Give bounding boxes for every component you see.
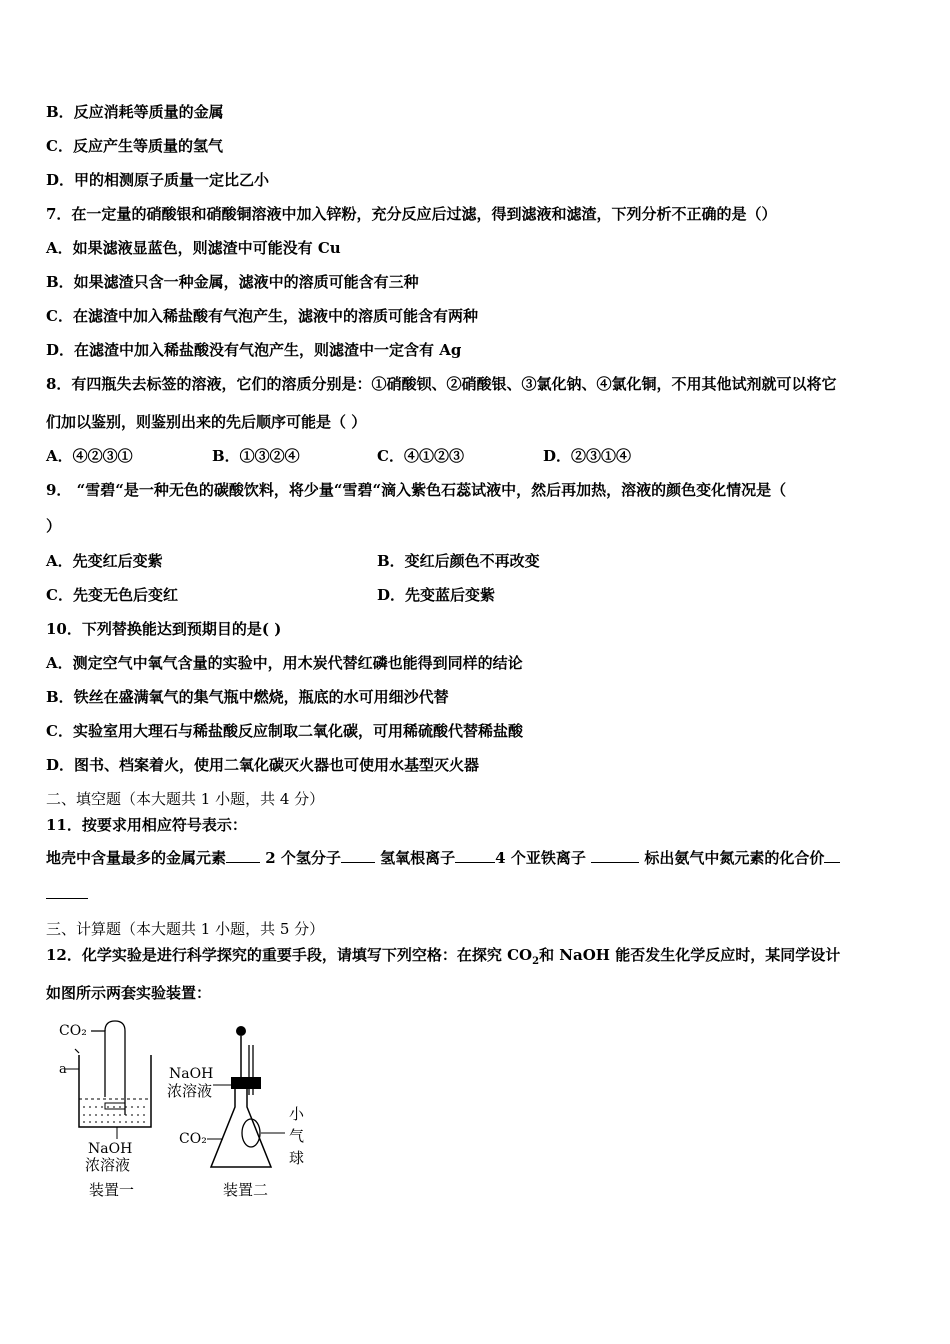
device-one-naoh-label: NaOH	[88, 1141, 133, 1157]
q11-prompts	[46, 848, 840, 868]
device-two-dropper-bulb	[236, 1026, 246, 1036]
q11-stem: 11．按要求用相应符号表示：	[46, 816, 247, 834]
device-two-stopper	[231, 1077, 261, 1089]
q8-option-d: D．②③①④	[543, 447, 632, 465]
q11-prompt-1: 地壳中含量最多的金属元素	[46, 849, 227, 867]
q11-prompt-4: 4 个亚铁离子	[495, 849, 586, 867]
device-two-flask	[211, 1089, 271, 1167]
device-two-caption: 装置二	[223, 1181, 269, 1199]
device-two-diagram	[165, 1015, 315, 1205]
device-one-solution-label: 浓溶液	[85, 1156, 131, 1174]
q7-option-b: B．如果滤渣只含一种金属，滤液中的溶质可能含有三种	[46, 273, 419, 291]
q9-option-b: B．变红后颜色不再改变	[377, 552, 540, 570]
q8-option-c: C．④①②③	[377, 447, 464, 465]
q7-option-a: A．如果滤液显蓝色，则滤渣中可能没有 Cu	[46, 239, 341, 257]
q8-option-b: B．①③②④	[212, 447, 300, 465]
section-heading-calculation: 三、计算题（本大题共 1 小题，共 5 分）	[46, 920, 325, 938]
q6-option-b: B．反应消耗等质量的金属	[46, 103, 224, 121]
q10-stem: 10．下列替换能达到预期目的是( )	[46, 620, 282, 638]
q12-stem-line1	[46, 945, 840, 972]
device-one-tube-left	[91, 1031, 105, 1097]
q11-blank-2[interactable]	[341, 848, 375, 863]
q8-stem-line2: 们加以鉴别，则鉴别出来的先后顺序可能是（ ）	[46, 413, 367, 431]
device-one-diagram	[55, 1015, 165, 1205]
q8-stem-line1: 8．有四瓶失去标签的溶液，它们的溶质分别是：①硝酸钡、②硝酸银、③氯化钠、④氯化铜，不用其他试剂就可以将它	[46, 375, 837, 393]
q7-option-c: C．在滤渣中加入稀盐酸有气泡产生，滤液中的溶质可能含有两种	[46, 307, 478, 325]
q10-option-d: D．图书、档案着火，使用二氧化碳灭火器也可使用水基型灭火器	[46, 756, 480, 774]
device-two-solution-label: 浓溶液	[167, 1082, 213, 1100]
device-two-co2-label: CO₂	[179, 1131, 207, 1147]
q7-stem: 7．在一定量的硝酸银和硝酸铜溶液中加入锌粉，充分反应后过滤，得到滤液和滤渣，下列分析不正确的是（）	[46, 205, 777, 223]
q11-blank-1[interactable]	[226, 848, 260, 863]
device-one-a-label: a	[59, 1062, 67, 1077]
q11-prompt-2: 2 个氢分子	[265, 849, 341, 867]
q6-option-d: D．甲的相测原子质量一定比乙小	[46, 171, 270, 189]
q11-blank-4[interactable]	[591, 848, 639, 863]
q9-option-c: C．先变无色后变红	[46, 586, 178, 604]
q7-option-d: D．在滤渣中加入稀盐酸没有气泡产生，则滤渣中一定含有 Ag	[46, 341, 462, 359]
device-two-balloon-label-2: 气	[289, 1127, 305, 1145]
q10-option-a: A．测定空气中氧气含量的实验中，用木炭代替红磷也能得到同样的结论	[46, 654, 523, 672]
q10-option-b: B．铁丝在盛满氧气的集气瓶中燃烧，瓶底的水可用细沙代替	[46, 688, 449, 706]
q6-option-c: C．反应产生等质量的氢气	[46, 137, 223, 155]
section-heading-fill-in: 二、填空题（本大题共 1 小题，共 4 分）	[46, 790, 325, 808]
q12-stem-part2: 和 NaOH 能否发生化学反应时，某同学设计	[539, 946, 841, 964]
q11-prompt-5: 标出氨气中氮元素的化合价	[644, 849, 825, 867]
device-two-balloon-label-3: 球	[289, 1149, 305, 1167]
q9-stem-line1: 9． “雪碧“是一种无色的碳酸饮料，将少量“雪碧“滴入紫色石蕊试液中，然后再加热，溶液的颜色变化情况是（	[46, 481, 787, 499]
q11-blank-5-continued[interactable]	[46, 898, 88, 899]
q12-stem-subscript: 2	[532, 956, 540, 967]
device-one-caption: 装置一	[89, 1181, 135, 1199]
q9-option-d: D．先变蓝后变紫	[377, 586, 496, 604]
device-two-balloon-label-1: 小	[289, 1105, 305, 1123]
q10-option-c: C．实验室用大理石与稀盐酸反应制取二氧化碳，可用稀硫酸代替稀盐酸	[46, 722, 523, 740]
device-two-naoh-label: NaOH	[169, 1066, 214, 1082]
q11-blank-5[interactable]	[824, 848, 840, 863]
q12-stem-part1: 12．化学实验是进行科学探究的重要手段，请填写下列空格：在探究 CO	[46, 946, 533, 964]
device-one-co2-label: CO₂	[59, 1023, 87, 1039]
q8-option-a: A．④②③①	[46, 447, 133, 465]
q12-stem-line2: 如图所示两套实验装置：	[46, 984, 212, 1002]
q11-prompt-3: 氢氧根离子	[380, 849, 456, 867]
device-one-tube-bend	[105, 1021, 125, 1115]
q9-stem-line2: ）	[46, 517, 62, 535]
device-one-beaker	[79, 1055, 151, 1127]
q9-option-a: A．先变红后变紫	[46, 552, 163, 570]
q11-blank-3[interactable]	[455, 848, 495, 863]
